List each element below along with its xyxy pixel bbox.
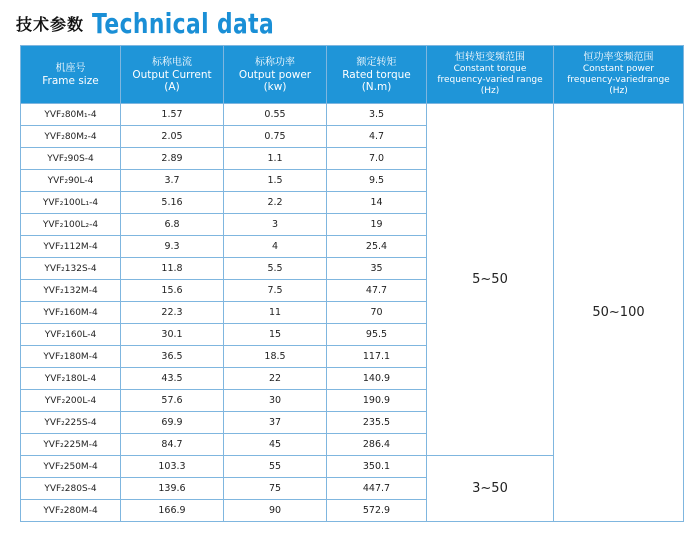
page-heading	[16, 4, 326, 40]
rated-torque-cell: 572.9	[327, 500, 427, 522]
header-constant-torque-range	[427, 46, 554, 104]
output-power-cell: 30	[224, 390, 327, 412]
rated-torque-cell: 19	[327, 214, 427, 236]
frame-size-cell: YVF₂90S-4	[21, 148, 121, 170]
rated-torque-cell: 140.9	[327, 368, 427, 390]
rated-torque-cell: 95.5	[327, 324, 427, 346]
frame-size-cell: YVF₂280M-4	[21, 500, 121, 522]
header-constant-torque-cn: 恒转矩变频范围	[455, 52, 525, 63]
frame-size-cell: YVF₂112M-4	[21, 236, 121, 258]
output-current-cell: 22.3	[121, 302, 224, 324]
header-rated-torque	[327, 46, 427, 104]
rated-torque-cell: 7.0	[327, 148, 427, 170]
header-constant-torque-en: Constant torque	[453, 64, 527, 74]
constant-torque-range-cell: 3~50	[427, 456, 554, 522]
rated-torque-cell: 14	[327, 192, 427, 214]
header-output-power-en: Output power	[238, 68, 312, 81]
header-rated-torque-en: Rated torque	[342, 68, 411, 81]
frame-size-cell: YVF₂160L-4	[21, 324, 121, 346]
table-row	[21, 104, 684, 126]
header-constant-power-range	[554, 46, 684, 104]
frame-size-cell: YVF₂200L-4	[21, 390, 121, 412]
output-power-cell: 90	[224, 500, 327, 522]
frame-size-cell: YVF₂80M₁-4	[21, 104, 121, 126]
output-current-cell: 1.57	[121, 104, 224, 126]
output-power-cell: 45	[224, 434, 327, 456]
output-power-cell: 0.55	[224, 104, 327, 126]
rated-torque-cell: 9.5	[327, 170, 427, 192]
output-power-cell: 3	[224, 214, 327, 236]
constant-torque-range-cell: 5~50	[427, 104, 554, 456]
output-current-cell: 103.3	[121, 456, 224, 478]
technical-data-table	[20, 45, 684, 522]
output-power-cell: 4	[224, 236, 327, 258]
output-current-cell: 6.8	[121, 214, 224, 236]
rated-torque-cell: 117.1	[327, 346, 427, 368]
output-current-cell: 36.5	[121, 346, 224, 368]
output-current-cell: 30.1	[121, 324, 224, 346]
output-current-cell: 43.5	[121, 368, 224, 390]
frame-size-cell: YVF₂250M-4	[21, 456, 121, 478]
output-power-cell: 18.5	[224, 346, 327, 368]
title-english: Technical data	[92, 7, 275, 40]
rated-torque-cell: 3.5	[327, 104, 427, 126]
header-output-current-cn: 标称电流	[152, 56, 192, 68]
output-power-cell: 37	[224, 412, 327, 434]
frame-size-cell: YVF₂160M-4	[21, 302, 121, 324]
output-power-cell: 2.2	[224, 192, 327, 214]
header-output-current-en: Output Current	[132, 68, 212, 81]
header-constant-torque-en2: frequency-varied range	[437, 75, 543, 85]
frame-size-cell: YVF₂225M-4	[21, 434, 121, 456]
header-constant-power-en2: frequency-variedrange	[567, 75, 670, 85]
header-frame-size-en: Frame size	[42, 74, 99, 87]
frame-size-cell: YVF₂100L₂-4	[21, 214, 121, 236]
output-current-cell: 69.9	[121, 412, 224, 434]
rated-torque-cell: 47.7	[327, 280, 427, 302]
rated-torque-cell: 350.1	[327, 456, 427, 478]
output-power-cell: 15	[224, 324, 327, 346]
frame-size-cell: YVF₂132S-4	[21, 258, 121, 280]
title-chinese: 技术参数	[16, 15, 85, 34]
header-output-power-unit: (kw)	[263, 80, 287, 93]
frame-size-cell: YVF₂180L-4	[21, 368, 121, 390]
output-current-cell: 15.6	[121, 280, 224, 302]
frame-size-cell: YVF₂225S-4	[21, 412, 121, 434]
rated-torque-cell: 70	[327, 302, 427, 324]
output-power-cell: 5.5	[224, 258, 327, 280]
rated-torque-cell: 190.9	[327, 390, 427, 412]
header-row	[21, 46, 684, 104]
frame-size-cell: YVF₂90L-4	[21, 170, 121, 192]
header-frame-size-cn: 机座号	[55, 62, 86, 74]
rated-torque-cell: 4.7	[327, 126, 427, 148]
header-output-power-cn: 标称功率	[255, 56, 295, 68]
output-current-cell: 5.16	[121, 192, 224, 214]
output-current-cell: 57.6	[121, 390, 224, 412]
header-rated-torque-unit: (N.m)	[361, 80, 392, 93]
header-output-current	[121, 46, 224, 104]
constant-power-range-cell: 50~100	[554, 104, 684, 522]
output-power-cell: 22	[224, 368, 327, 390]
output-current-cell: 139.6	[121, 478, 224, 500]
output-current-cell: 84.7	[121, 434, 224, 456]
header-output-current-unit: (A)	[164, 80, 180, 93]
header-constant-power-unit: (Hz)	[609, 86, 628, 96]
output-power-cell: 11	[224, 302, 327, 324]
frame-size-cell: YVF₂180M-4	[21, 346, 121, 368]
output-power-cell: 1.5	[224, 170, 327, 192]
rated-torque-cell: 447.7	[327, 478, 427, 500]
output-current-cell: 9.3	[121, 236, 224, 258]
frame-size-cell: YVF₂280S-4	[21, 478, 121, 500]
header-rated-torque-cn: 额定转矩	[356, 56, 397, 68]
output-power-cell: 7.5	[224, 280, 327, 302]
header-frame-size	[21, 46, 121, 104]
output-current-cell: 2.05	[121, 126, 224, 148]
rated-torque-cell: 286.4	[327, 434, 427, 456]
output-power-cell: 1.1	[224, 148, 327, 170]
header-constant-power-en: Constant power	[582, 64, 655, 74]
header-constant-torque-unit: (Hz)	[480, 86, 500, 96]
header-constant-power-cn: 恒功率变频范围	[583, 52, 654, 63]
output-current-cell: 3.7	[121, 170, 224, 192]
output-power-cell: 75	[224, 478, 327, 500]
output-current-cell: 166.9	[121, 500, 224, 522]
header-output-power	[224, 46, 327, 104]
frame-size-cell: YVF₂100L₁-4	[21, 192, 121, 214]
output-current-cell: 2.89	[121, 148, 224, 170]
rated-torque-cell: 35	[327, 258, 427, 280]
output-current-cell: 11.8	[121, 258, 224, 280]
output-power-cell: 55	[224, 456, 327, 478]
frame-size-cell: YVF₂80M₂-4	[21, 126, 121, 148]
rated-torque-cell: 235.5	[327, 412, 427, 434]
frame-size-cell: YVF₂132M-4	[21, 280, 121, 302]
output-power-cell: 0.75	[224, 126, 327, 148]
rated-torque-cell: 25.4	[327, 236, 427, 258]
